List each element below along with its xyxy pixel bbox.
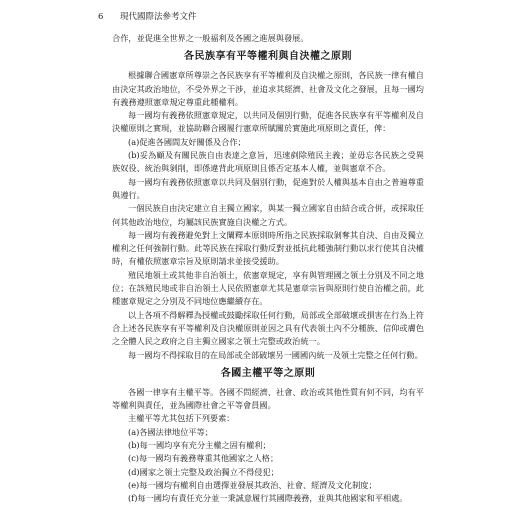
page-number: 6 xyxy=(98,12,104,22)
paragraph: 每一國均有義務依照憲章規定，以共同及個別行動，促進各民族享有平等權利及自決權原則之實現，並協助聯合國履行憲章所賦關於實施此項原則之責任，俾： xyxy=(112,110,424,134)
list-item: (c)每一國均有義務尊重其他國家之人格； xyxy=(128,453,279,464)
paragraph: 每一國均有義務依照憲章以共同及個別行動，促進對於人權與基本自由之普遍尊重與遵行。 xyxy=(112,176,424,200)
list-item: (a)促進各國間友好關係及合作； xyxy=(128,136,246,147)
running-header xyxy=(98,10,460,24)
intro-paragraph: 合作，並促進全世界之一般福利及各國之進展與發展。 xyxy=(112,33,309,43)
section-heading-sovereign-equality: 各國主權平等之原則 xyxy=(220,367,316,379)
list-item: (d)國家之領土完整及政治獨立不得侵犯； xyxy=(128,466,279,477)
paragraph: 每一國均不得採取目的在局部或全部破壞另一國國內統一及領土完整之任何行動。 xyxy=(128,349,423,360)
paragraph: 一個民族自由決定建立自主獨立國家，與某一獨立國家自由結合或合併，或採取任何其他政治地位，均屬該民族實施自決權之方式。 xyxy=(112,203,424,227)
paragraph: 根據聯合國憲章所尊崇之各民族享有平等權利及自決權之原則，各民族一律有權自由決定其政治地位，不受外界之干涉，並追求其經濟、社會及文化之發展，且每一國均有義務遵照憲章規定尊重此種權利。 xyxy=(112,70,424,107)
paragraph: 以上各項不得解釋為授權或鼓勵採取任何行動，局部或全部破壞或損害在行為上符合上述各民族享有平等權利及自決權原則並因之具有代表領土內不分種族、信仰或膚色之全體人民之政府之自主獨立國家之領土完整或政治統一。 xyxy=(112,309,424,347)
paragraph: 每一國均有義務避免對上文闡釋本原則時所指之民族採取剝奪其自決、自由及獨立權利之任何強制行動。此等民族在採取行動反對並抵抗此種強制行動以求行使其自決權時，有權依照憲章宗旨及原則請求並接受援助。 xyxy=(112,229,424,267)
page-content xyxy=(112,32,424,506)
list-item: (b)每一國均享有充分主權之固有權利； xyxy=(128,440,271,451)
paragraph: 殖民地領土或其他非自治領土，依憲章規定，享有與管理國之領土分別及不同之地位；在該殖民地或非自治領土人民依照憲章尤其是憲章宗旨與原則行使自治權之前，此種憲章規定之分別及不同地位應繼續存在。 xyxy=(112,269,424,307)
paragraph: 主權平等尤其包括下列要素： xyxy=(128,413,235,424)
paragraph: 各國一律享有主權平等。各國不問經濟、社會、政治或其他性質有何不同，均有平等權利與責任，並為國際社會之平等會員國。 xyxy=(112,386,424,411)
list-item: (f)每一國均有責任充分並一秉誠意履行其國際義務，並與其他國家和平相處。 xyxy=(128,493,408,504)
list-item: (a)各國法律地位平等； xyxy=(128,426,213,437)
list-item: (b)妥為顧及有關民族自由表達之意旨，迅速剷除殖民主義；並毋忘各民族之受異族奴役、統治與剝削，即係違背此項原則且係否定基本人權，並與憲章不合。 xyxy=(112,150,424,174)
section-heading-self-determination: 各民族享有平等權利與自決權之原則 xyxy=(184,51,352,63)
list-item: (e)每一國均有權利自由選擇並發展其政治、社會、經濟及文化制度； xyxy=(128,479,377,490)
running-title: 現代國際法參考文件 xyxy=(120,12,197,22)
